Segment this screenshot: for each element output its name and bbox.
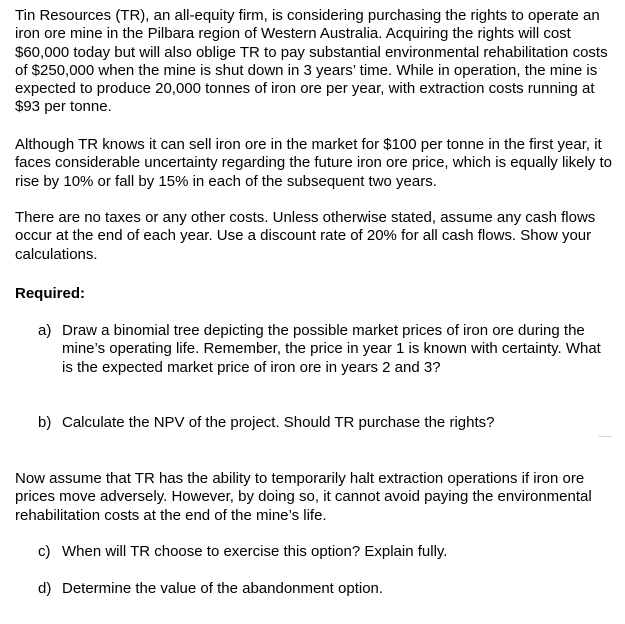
question-text: When will TR choose to exercise this option? Explain fully.: [62, 543, 448, 560]
question-label: a): [38, 322, 52, 339]
question-b: [38, 414, 608, 432]
assumptions-paragraph: There are no taxes or any other costs. Unless otherwise stated, assume any cash flows occur at the end of each year. Use a discount rate of 20% for all cash flows. Show your calculations.: [15, 209, 596, 263]
intro-paragraph: Tin Resources (TR), an all-equity firm, is considering purchasing the rights to operate an iron ore mine in the Pilbara region of Western Australia. Acquiring the rights will cost $60,000 today but will also oblige TR to pay substantial environmental rehabilitation costs of $250,000 when the mine is shut down in 3 years’ time. While in operation, the mine is expected to produce 20,000 tonnes of iron ore per year, with extraction costs running at $93 per tonne.: [15, 7, 608, 116]
question-label: d): [38, 580, 52, 597]
question-text: Calculate the NPV of the project. Should TR purchase the rights?: [62, 414, 495, 431]
faint-divider: [598, 436, 612, 437]
price-paragraph: Although TR knows it can sell iron ore in the market for $100 per tonne in the first year, it faces considerable uncertainty regarding the future iron ore price, which is equally likely to rise by 10% or fall by 15% in each of the subsequent two years.: [15, 136, 612, 190]
question-a: [38, 322, 608, 377]
question-text: Determine the value of the abandonment option.: [62, 580, 384, 597]
question-label: b): [38, 414, 52, 431]
question-label: c): [38, 543, 51, 560]
question-d: [38, 580, 608, 598]
required-heading: Required:: [15, 285, 86, 302]
question-c: [38, 543, 608, 561]
option-paragraph: Now assume that TR has the ability to temporarily halt extraction operations if iron ore prices move adversely. However, by doing so, it cannot avoid paying the environmental rehabilitation costs at the end of the mine’s life.: [15, 470, 592, 524]
question-text: Draw a binomial tree depicting the possible market prices of iron ore during the mine’s operating life. Remember, the price in year 1 is known with certainty. What is the expected market price of iron ore in years 2 and 3?: [62, 322, 601, 376]
